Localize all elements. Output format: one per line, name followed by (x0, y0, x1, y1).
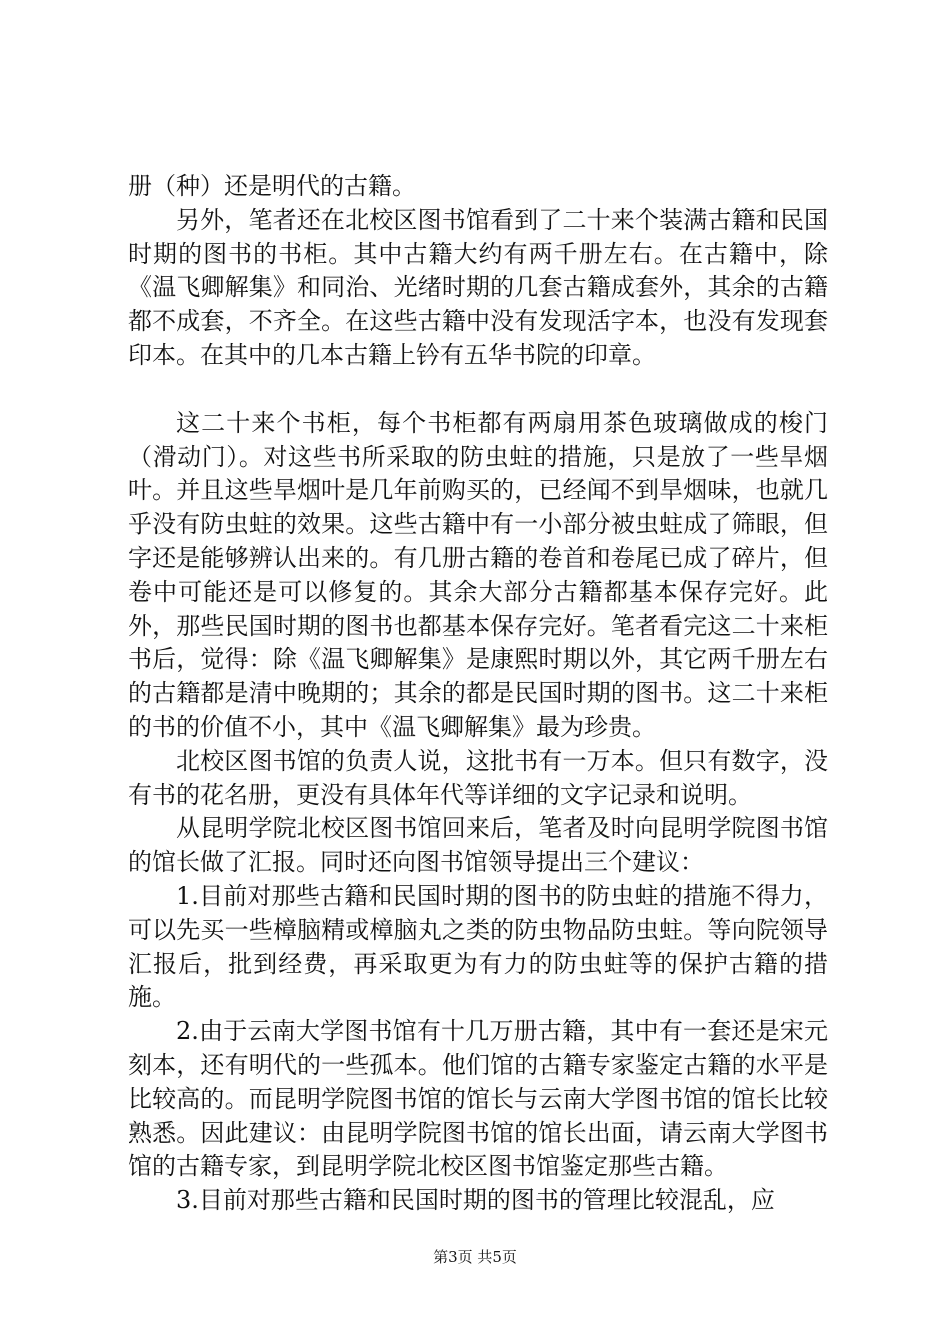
paragraph-bookcases: 另外，笔者还在北校区图书馆看到了二十来个装满古籍和民国时期的图书的书柜。其中古籍大约有两千册左右。在古籍中，除《温飞卿解集》和同治、光绪时期的几套古籍成套外，其余的古籍都不成套，不齐全。在这些古籍中没有发现活字本，也没有发现套印本。在其中的几本古籍上钤有五华书院的印章。 (128, 205, 828, 369)
suggestion-item-2: 2.由于云南大学图书馆有十几万册古籍，其中有一套还是宋元刻本，还有明代的一些孤本。他们馆的古籍专家鉴定古籍的水平是比较高的。而昆明学院图书馆的馆长与云南大学图书馆的馆长比较熟悉。因此建议：由昆明学院图书馆的馆长出面，请云南大学图书馆的古籍专家，到昆明学院北校区图书馆鉴定那些古籍。 (128, 1017, 828, 1181)
paragraph-preservation: 这二十来个书柜，每个书柜都有两扇用茶色玻璃做成的梭门（滑动门）。对这些书所采取的防虫蛀的措施，只是放了一些旱烟叶。并且这些旱烟叶是几年前购买的，已经闻不到旱烟味，也就几乎没有防虫蛀的效果。这些古籍中有一小部分被虫蛀成了筛眼，但字还是能够辨认出来的。有几册古籍的卷首和卷尾已成了碎片，但卷中可能还是可以修复的。其余大部分古籍都基本保存完好。此外，那些民国时期的图书也都基本保存完好。笔者看完这二十来柜书后，觉得：除《温飞卿解集》是康熙时期以外，其它两千册左右的古籍都是清中晚期的；其余的都是民国时期的图书。这二十来柜的书的价值不小，其中《温飞卿解集》最为珍贵。 (128, 408, 828, 741)
suggestion-item-1: 1.目前对那些古籍和民国时期的图书的防虫蛀的措施不得力，可以先买一些樟脑精或樟脑丸之类的防虫物品防虫蛀。等向院领导汇报后，批到经费，再采取更为有力的防虫蛀等的保护古籍的措施。 (128, 881, 828, 1012)
document-body (128, 170, 828, 1218)
paragraph-continuation: 册（种）还是明代的古籍。 (128, 172, 416, 200)
paragraph-book-count: 北校区图书馆的负责人说，这批书有一万本。但只有数字，没有书的花名册，更没有具体年代等详细的文字记录和说明。 (128, 746, 828, 809)
paragraph-gap (128, 373, 828, 407)
page-footer: 第3页 共5页 (433, 1248, 517, 1266)
paragraph-report: 从昆明学院北校区图书馆回来后，笔者及时向昆明学院图书馆的馆长做了汇报。同时还向图书馆领导提出三个建议： (128, 814, 828, 877)
suggestion-item-3: 3.目前对那些古籍和民国时期的图书的管理比较混乱，应 (176, 1186, 775, 1215)
